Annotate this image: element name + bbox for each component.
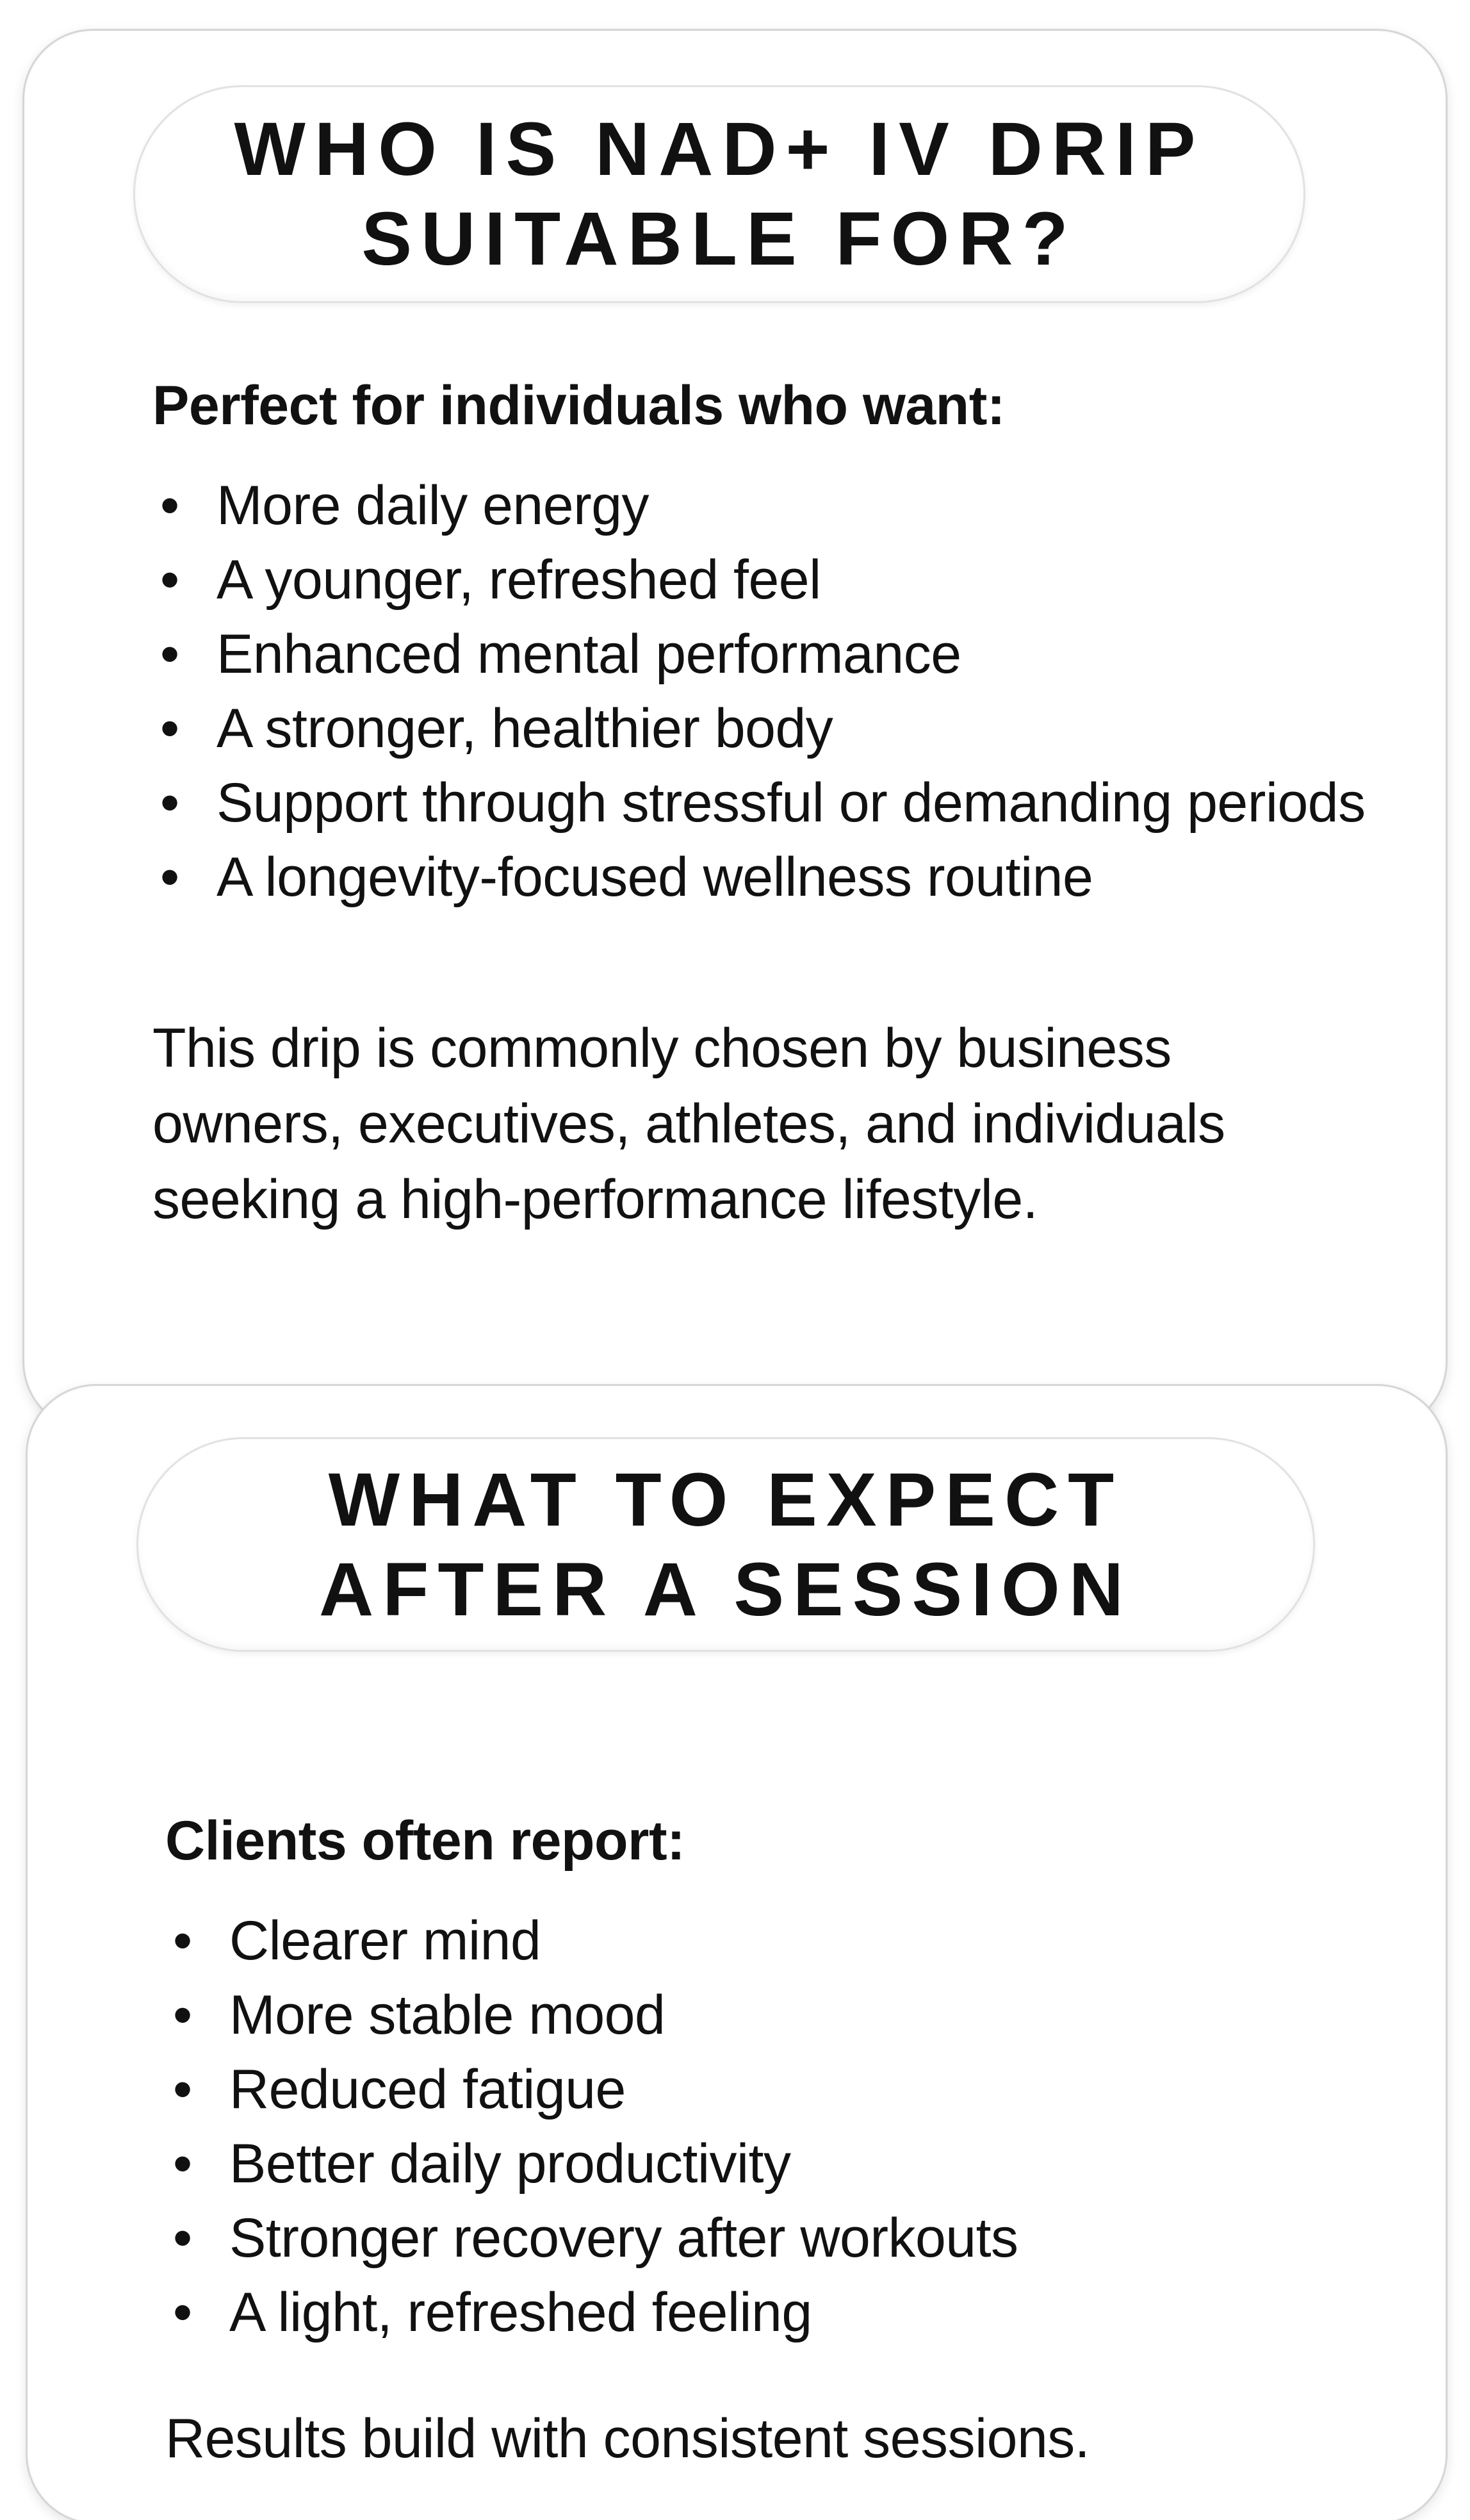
list-item: • Stronger recovery after workouts	[165, 2201, 1369, 2275]
suitability-heading-line-2: SUITABLE FOR?	[361, 197, 1077, 281]
bullet-icon: •	[173, 2282, 192, 2343]
bullet-icon: •	[173, 2207, 192, 2269]
expectations-heading	[319, 1455, 1132, 1635]
list-item: • Enhanced mental performance	[152, 617, 1369, 691]
list-item: • Better daily productivity	[165, 2127, 1369, 2201]
bullet-icon: •	[173, 2059, 192, 2120]
suitability-lead: Perfect for individuals who want:	[152, 375, 1005, 436]
list-item: • A light, refreshed feeling	[165, 2275, 1369, 2350]
suitability-heading-pill	[133, 85, 1305, 303]
suitability-paragraph: This drip is commonly chosen by business owners, executives, athletes, and individuals seeking a high-performance lifestyle.	[152, 1017, 1225, 1230]
bullet-icon: •	[173, 1910, 192, 1972]
bullet-icon: •	[160, 623, 179, 685]
bullet-icon: •	[173, 1984, 192, 2046]
suitability-heading-line-1: WHO IS NAD+ IV DRIP	[234, 107, 1205, 192]
suitability-list	[152, 468, 1369, 914]
list-item: • A younger, refreshed feel	[152, 543, 1369, 617]
list-item: • More daily energy	[152, 468, 1369, 543]
expectations-heading-pill	[136, 1437, 1315, 1652]
bullet-icon: •	[160, 475, 179, 536]
list-item: • A longevity-focused wellness routine	[152, 840, 1369, 914]
bullet-icon: •	[173, 2133, 192, 2195]
list-item: • Clearer mind	[165, 1904, 1369, 1978]
expectations-heading-line-2: AFTER A SESSION	[319, 1547, 1132, 1632]
bullet-icon: •	[160, 772, 179, 834]
expectations-heading-line-1: WHAT TO EXPECT	[328, 1457, 1123, 1542]
bullet-icon: •	[160, 549, 179, 611]
suitability-content	[152, 374, 1369, 1237]
bullet-icon: •	[160, 846, 179, 908]
list-item: • More stable mood	[165, 1978, 1369, 2052]
bullet-icon: •	[160, 698, 179, 759]
suitability-heading	[234, 104, 1205, 284]
list-item: • Support through stressful or demanding periods	[152, 766, 1369, 840]
expectations-list	[165, 1904, 1369, 2350]
expectations-content	[165, 1809, 1369, 2476]
expectations-lead: Clients often report:	[165, 1810, 685, 1872]
list-item: • Reduced fatigue	[165, 2052, 1369, 2127]
list-item: • A stronger, healthier body	[152, 691, 1369, 766]
expectations-paragraph: Results build with consistent sessions.	[165, 2408, 1090, 2469]
suitability-card	[22, 29, 1448, 1432]
expectations-card	[26, 1384, 1448, 2520]
